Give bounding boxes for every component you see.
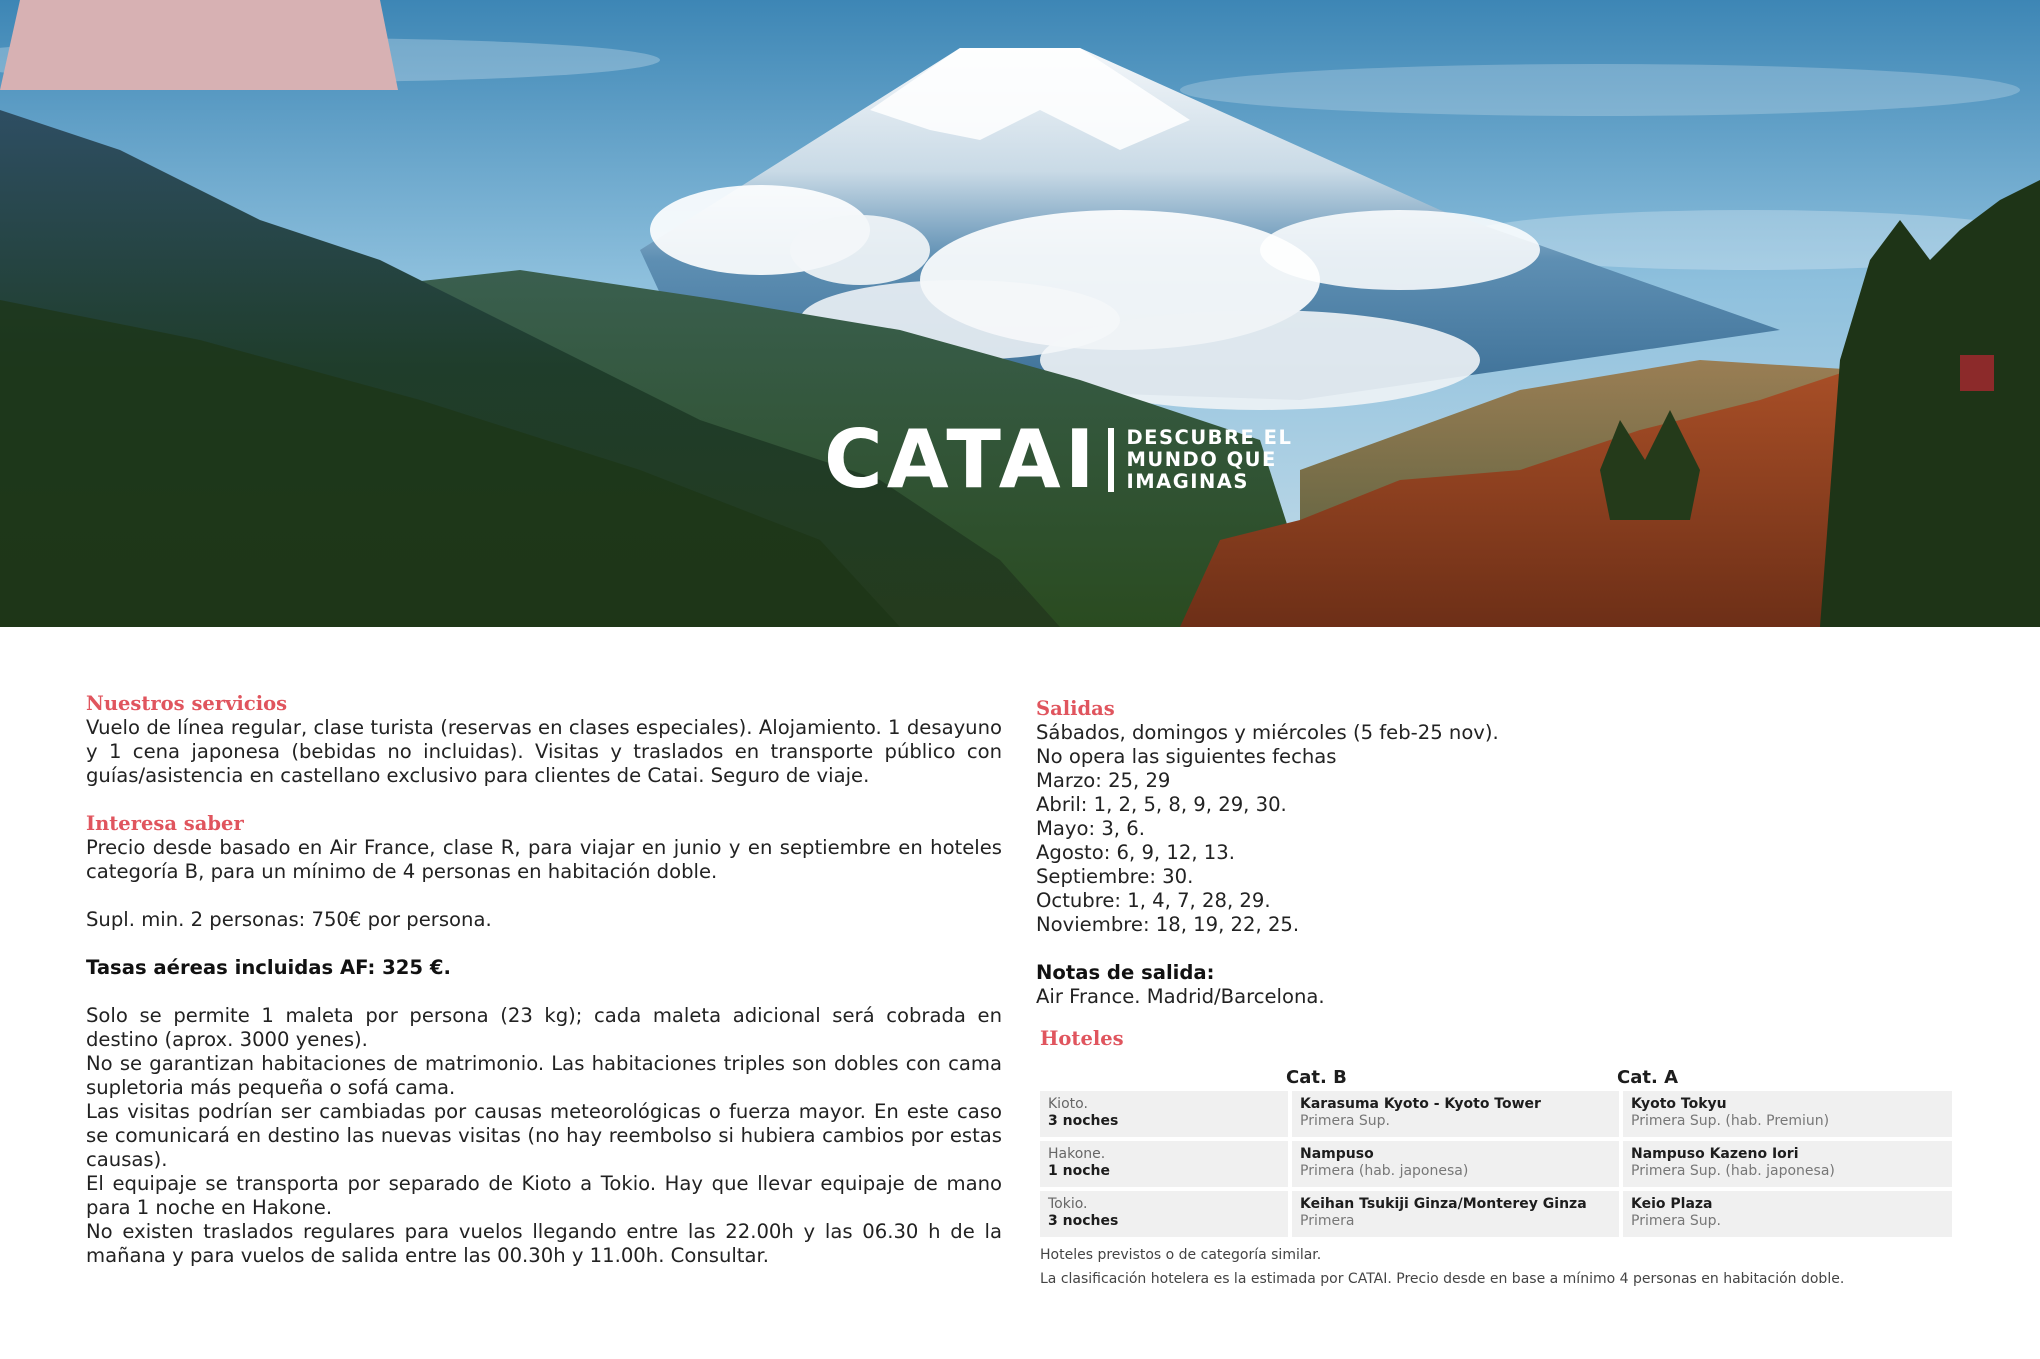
salidas-line: No opera las siguientes fechas bbox=[1036, 745, 1337, 768]
interesa-text: Precio desde basado en Air France, clase R, para viajar en junio y en septiembre en hoteles categoría B, para un mínimo de 4 personas en habitación doble. bbox=[86, 836, 1002, 883]
logo-divider bbox=[1108, 428, 1114, 492]
hotel-category: Primera bbox=[1300, 1213, 1355, 1229]
footnote-classification: La clasificación hotelera es la estimada por CATAI. Precio desde en base a mínimo 4 personas en habitación doble. bbox=[1040, 1271, 1845, 1287]
hotel-name: Keio Plaza bbox=[1631, 1196, 1713, 1212]
salidas-line: Sábados, domingos y miércoles (5 feb-25 nov). bbox=[1036, 721, 1499, 744]
servicios-text: Vuelo de línea regular, clase turista (reservas en clases especiales). Alojamiento. 1 desayuno y 1 cena japonesa (bebidas no incluidas). Visitas y traslados en transporte público con guías/asistencia en castellano exclusivo para clientes de Catai. Seguro de viaje. bbox=[86, 716, 1002, 787]
hotel-cat-a-cell bbox=[1623, 1141, 1952, 1187]
table-row bbox=[1040, 1191, 1952, 1237]
pink-tab-shape bbox=[0, 0, 400, 90]
city-name: Tokio. bbox=[1048, 1196, 1088, 1212]
header-cat-b: Cat. B bbox=[1286, 1067, 1347, 1088]
hotel-category: Primera (hab. japonesa) bbox=[1300, 1163, 1469, 1179]
salidas-line: Abril: 1, 2, 5, 8, 9, 29, 30. bbox=[1036, 793, 1287, 816]
hotel-cat-b-cell bbox=[1292, 1091, 1619, 1137]
table-row bbox=[1040, 1141, 1952, 1187]
salidas-line: Septiembre: 30. bbox=[1036, 865, 1194, 888]
hotel-cat-a-cell bbox=[1623, 1091, 1952, 1137]
hotel-name: Karasuma Kyoto - Kyoto Tower bbox=[1300, 1096, 1541, 1112]
city-name: Kioto. bbox=[1048, 1096, 1088, 1112]
nights: 1 noche bbox=[1048, 1163, 1110, 1179]
city-name: Hakone. bbox=[1048, 1146, 1106, 1162]
hotel-category: Primera Sup. bbox=[1631, 1213, 1721, 1229]
spacer bbox=[86, 980, 1002, 1004]
spacer bbox=[86, 788, 1002, 812]
hotel-name: Keihan Tsukiji Ginza/Monterey Ginza bbox=[1300, 1196, 1587, 1212]
hoteles-title: Hoteles bbox=[1040, 1027, 1124, 1050]
salidas-line: Octubre: 1, 4, 7, 28, 29. bbox=[1036, 889, 1271, 912]
salidas-title: Salidas bbox=[1036, 697, 1115, 720]
airport-taxes-text: Tasas aéreas incluidas AF: 325 €. bbox=[86, 956, 451, 979]
city-cell bbox=[1040, 1191, 1288, 1237]
city-cell bbox=[1040, 1091, 1288, 1137]
hotel-cat-b-cell bbox=[1292, 1141, 1619, 1187]
logo-tagline: DESCUBRE EL MUNDO QUE IMAGINAS bbox=[1126, 426, 1293, 493]
interesa-title: Interesa saber bbox=[86, 812, 244, 835]
spacer bbox=[86, 884, 1002, 908]
logo-wordmark: CATAI bbox=[824, 413, 1099, 506]
servicios-title: Nuestros servicios bbox=[86, 692, 288, 715]
hotels-footnotes bbox=[1040, 1243, 1952, 1291]
hero-banner bbox=[0, 0, 2040, 627]
header-cat-a: Cat. A bbox=[1617, 1067, 1678, 1088]
salidas-line: Marzo: 25, 29 bbox=[1036, 769, 1171, 792]
footnote-similar: Hoteles previstos o de categoría similar. bbox=[1040, 1247, 1322, 1263]
hotel-cat-a-cell bbox=[1623, 1191, 1952, 1237]
hotel-category: Primera Sup. (hab. Premiun) bbox=[1631, 1113, 1830, 1129]
spacer bbox=[86, 932, 1002, 956]
note-transfers: No existen traslados regulares para vuelos llegando entre las 22.00h y las 06.30 h de la mañana y para vuelos de salida entre las 00.30h y 11.00h. Consultar. bbox=[86, 1220, 1002, 1267]
note-visits: Las visitas podrían ser cambiadas por causas meteorológicas o fuerza mayor. En este caso se comunicará en destino las nuevas visitas (no hay reembolso si hubiera cambios por estas causas). bbox=[86, 1100, 1002, 1171]
hotels-table-header bbox=[1040, 1067, 1952, 1089]
mount-fuji-photo bbox=[0, 0, 2040, 627]
table-row bbox=[1040, 1091, 1952, 1137]
header-blank bbox=[1040, 1067, 1286, 1089]
hotels-section bbox=[1040, 1027, 1952, 1291]
hotel-name: Kyoto Tokyu bbox=[1631, 1096, 1727, 1112]
catai-logo bbox=[824, 413, 1293, 506]
salidas-line: Noviembre: 18, 19, 22, 25. bbox=[1036, 913, 1300, 936]
note-rooms: No se garantizan habitaciones de matrimonio. Las habitaciones triples son dobles con cama supletoria más pequeña o sofá cama. bbox=[86, 1052, 1002, 1099]
note-baggage-transport: El equipaje se transporta por separado de Kioto a Tokio. Hay que llevar equipaje de mano para 1 noche en Hakone. bbox=[86, 1172, 1002, 1219]
salidas-line: Mayo: 3, 6. bbox=[1036, 817, 1145, 840]
notas-text: Air France. Madrid/Barcelona. bbox=[1036, 985, 1325, 1008]
nights: 3 noches bbox=[1048, 1213, 1119, 1229]
hotel-category: Primera Sup. (hab. japonesa) bbox=[1631, 1163, 1835, 1179]
supplement-text: Supl. min. 2 personas: 750€ por persona. bbox=[86, 908, 492, 931]
city-cell bbox=[1040, 1141, 1288, 1187]
notas-title: Notas de salida: bbox=[1036, 961, 1215, 984]
right-column bbox=[1036, 697, 1956, 1009]
nights: 3 noches bbox=[1048, 1113, 1119, 1129]
left-column bbox=[86, 692, 1002, 1268]
salidas-line: Agosto: 6, 9, 12, 13. bbox=[1036, 841, 1235, 864]
hotel-name: Nampuso Kazeno Iori bbox=[1631, 1146, 1799, 1162]
hotel-category: Primera Sup. bbox=[1300, 1113, 1390, 1129]
hotel-name: Nampuso bbox=[1300, 1146, 1374, 1162]
hotel-cat-b-cell bbox=[1292, 1191, 1619, 1237]
note-luggage: Solo se permite 1 maleta por persona (23 kg); cada maleta adicional será cobrada en destino (aprox. 3000 yenes). bbox=[86, 1004, 1002, 1051]
spacer bbox=[1036, 937, 1956, 961]
